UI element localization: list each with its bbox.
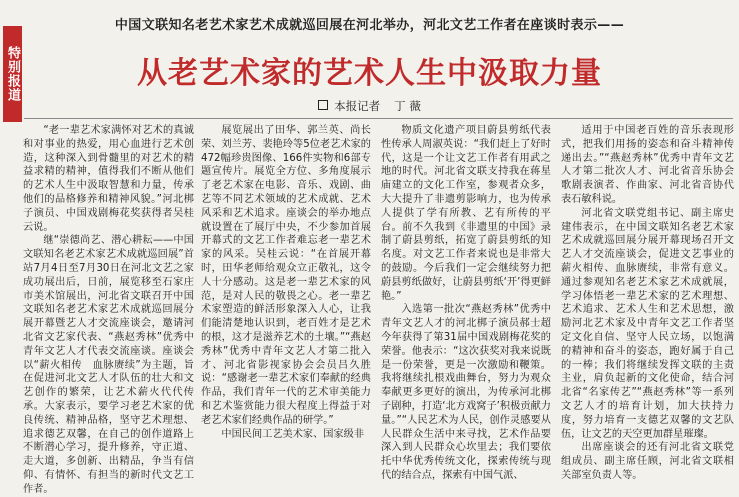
paragraph: 中国民间工艺美术家、国家级非 [221,428,365,440]
article-column-1 [23,124,194,495]
paragraph: 适用于中国老百姓的音乐表现形式，把我们用扬的姿态和奋斗精神传递出去。”“燕赵秀林”优秀中青年文艺人才第二批次人才、河北省音乐协会歌剧表演者、作曲家、河北省音协代表石敏科说。 [561,125,734,205]
article-column-3 [381,124,551,481]
paragraph: 继“崇德尚艺、潜心耕耘——中国文联知名老艺术家艺术成就巡回展”首站7月4日至7月30日在河北文艺之家成功展出后，日前，展览移至石家庄市美术馆展出，河北省文联召开中国文联知名老艺术家艺术成就巡回展分展开幕暨艺人才交流座谈会，邀请河北省文艺家代表、“燕赵秀林”优秀中青年文艺人才代表交流座谈。座谈会以“薪火相传 血脉赓续”为主题，旨在促进河北文艺人才队伍的壮大和文艺创作的繁荣，让艺术薪火代代传承。大家表示，要学习老艺术家的优良传统、精神品格，坚守艺术理想、追求德艺双馨，在自己的创作道路上不断潜心学习，提升修养，守正道、走大道，多创新、出精品，争当有信仰、有情怀、有担当的新时代文艺工作者。 [23,235,194,495]
special-report-badge: 特别报道 [3,26,22,122]
divider-rule [24,118,733,119]
article-column-4 [561,124,734,481]
byline [0,98,739,114]
paragraph: 河北省文联党组书记、副主席史建伟表示，在中国文联知名老艺术家艺术成就巡回展分展开幕现场召开文艺人才交流座谈会，促进文艺事业的薪火相传、血脉赓续，非常有意义。通过参观知名老艺术家艺术成就展，学习体悟老一辈艺术家的艺术理想、艺术追求、艺术人生和艺术思想，激励河北艺术家及中青年文艺工作者坚定文化自信、坚守人民立场，以饱满的精神和奋斗的姿态，跑好属于自己的一棒；我们将继续发挥文联的主责主业，肩负起新的文化使命，结合河北省“名家传艺”“燕赵秀林”等一系列文艺人才的培育计划，加大扶持力度，努力培育一支德艺双馨的文艺队伍，让文艺的天空更加群星璀璨。 [561,207,734,440]
headline: 从老艺术家的艺术人生中汲取力量 [137,56,602,91]
byline-author: 丁 薇 [394,99,421,113]
paragraph: 入选第一批次“燕赵秀林”优秀中青年文艺人才的河北梆子演员郝士超今年获得了第31届中国戏剧梅花奖的荣誉。他表示：“这次获奖对我来说既是一份荣誉，更是一次激励和鞭策。我将继续扎根戏曲舞台，努力为观众奉献更多更好的演出，为传承河北梆子剧种，打造‘北方戏窝子’积极贡献力量。”“人民艺术为人民，创作灵感要从人民群众生活中来寻找，艺术作品要深入到人民群众心坎里去；我们要依托中华优秀传统文化，探索传统与现代的结合点，探索有中国气派、 [381,304,551,481]
paragraph: 展览展出了田华、郭兰英、尚长荣、刘兰芳、裴艳玲等5位老艺术家的472幅珍贵图像、166件实物和6部专题宣传片。展览全方位、多角度展示了老艺术家在电影、音乐、戏剧、曲艺等不同艺术领域的艺术成就、艺术风采和艺术追求。座谈会的举办地点就设置在了展厅中央，不少参加首展开幕式的文艺工作者难忘老一辈艺术家的风采。吴桂云说：“在首展开幕时，田华老师给观众立正敬礼，这令人十分感动。这是老一辈艺术家的风范，是对人民的敬畏之心。老一辈艺术家塑造的鲜活形象深入人心，让我们能清楚地认识到，老百姓才是艺术的根，这才是滋养艺术的土壤。”“燕赵秀林”优秀中青年文艺人才第二批入才、河北省影视家协会会员吕久胜说：“感谢老一辈艺术家们奉献的经典作品，我们青年一代的艺术审美能力和艺术鉴赏能力很大程度上得益于对老艺术家们经典作品的研学。” [201,125,371,426]
paragraph: “老一辈艺术家满怀对艺术的真诚和对事业的热爱，用心血进行艺术创造，这种深入到骨髓里的对艺术的精益求精的精神，值得我们不断从他们的艺术人生中汲取智慧和力量，传承他们的品格修养和精神风貌。”河北梆子演员、中国戏剧梅花奖获得者吴桂云说。 [23,125,194,233]
article-column-2 [201,124,371,470]
byline-square-icon [318,100,328,110]
paragraph: 出席座谈会的还有河北省文联党组成员、副主席任顾，河北省文联相关部室负责人等。 [561,442,734,481]
byline-prefix: 本报记者 [334,99,381,113]
paragraph: 物质文化遗产项目蔚县剪纸代表性传承人周淑英说：“我们赶上了好时代，这是一个让文艺工作者有用武之地的时代。河北省文联支持我在蒋星庙建立的文化工作室，参观者众多，大大提升了非遗剪影响力，也为传承人提供了学有所教、艺有所传的平台。前不久我到《非遗里的中国》录制了蔚县剪纸，拓宽了蔚县剪纸的知名度。对文艺工作者来说也是非常大的鼓励。今后我们一定会继续努力把蔚县剪纸做好，让蔚县剪纸‘开’得更鲜艳。” [381,125,551,302]
kicker-line: 中国文联知名老艺术家艺术成就巡回展在河北举办，河北文艺工作者在座谈时表示—— [114,18,625,33]
